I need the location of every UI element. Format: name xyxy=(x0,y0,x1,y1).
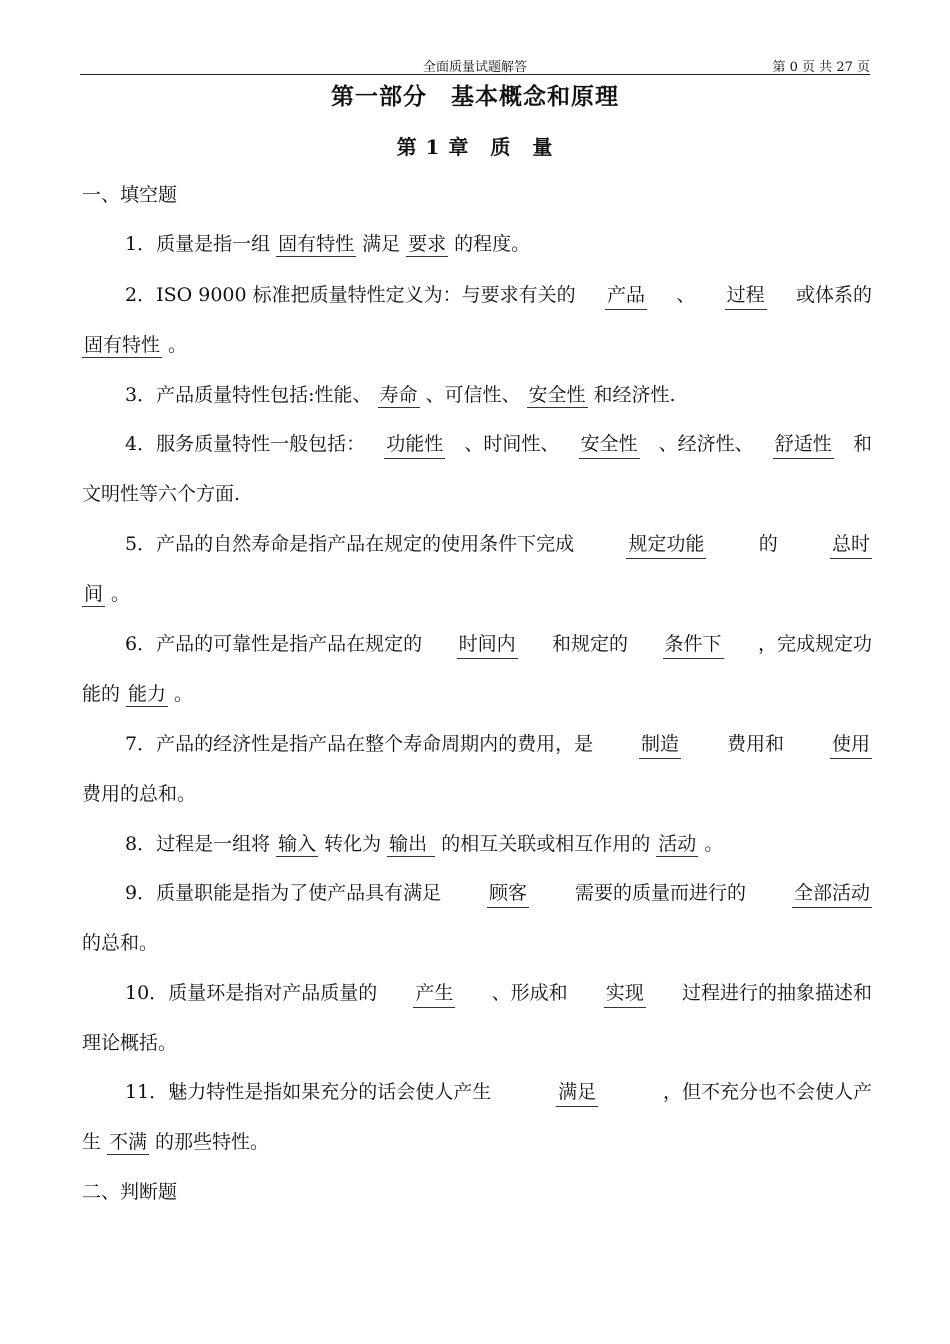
question-10-cont: 理论概括。 xyxy=(82,1032,178,1054)
page-header xyxy=(80,56,870,75)
question-5-cont: 间 。 xyxy=(84,583,131,605)
answer-blank: 安全性 xyxy=(528,384,586,406)
answer-blank: 产生 xyxy=(413,980,455,1008)
section-heading-fill-in: 一、填空题 xyxy=(82,184,178,206)
answer-blank: 规定功能 xyxy=(626,531,706,559)
answer-blank: 全部活动 xyxy=(792,880,872,908)
answer-blank: 时间内 xyxy=(457,631,518,659)
answer-blank: 总时 xyxy=(830,531,872,559)
question-8: 8．过程是一组将 输入 转化为 输出 的相互关联或相互作用的 活动 。 xyxy=(125,833,724,855)
answer-blank: 舒适性 xyxy=(773,431,834,459)
question-5: 5．产品的自然寿命是指产品在规定的使用条件下完成 规定功能 的 总时 xyxy=(82,531,872,559)
question-9-cont: 的总和。 xyxy=(82,932,159,954)
answer-blank: 不满 xyxy=(109,1131,148,1153)
question-2-cont: 固有特性 。 xyxy=(84,334,188,356)
answer-blank: 能力 xyxy=(128,683,167,705)
part-title: 第一部分 基本概念和原理 xyxy=(331,83,619,110)
section-heading-true-false: 二、判断题 xyxy=(82,1181,178,1203)
question-1: 1．质量是指一组 固有特性 满足 要求 的程度。 xyxy=(125,233,531,255)
question-4: 4．服务质量特性一般包括： 功能性 、时间性、 安全性 、经济性、 舒适性 和 xyxy=(82,431,872,459)
header-page-info: 第 0 页 共 27 页 xyxy=(772,60,870,75)
answer-blank: 安全性 xyxy=(579,431,640,459)
answer-blank: 寿命 xyxy=(379,384,418,406)
question-4-cont: 文明性等六个方面. xyxy=(82,483,241,505)
question-2: 2．ISO 9000 标准把质量特性定义为：与要求有关的 产品 、 过程 或体系的 xyxy=(82,282,872,310)
answer-blank: 过程 xyxy=(725,282,767,310)
answer-blank: 固有特性 xyxy=(84,334,161,356)
question-11-cont: 生 不满 的那些特性。 xyxy=(82,1131,270,1153)
header-title: 全面质量试题解答 xyxy=(422,60,527,75)
question-7-cont: 费用的总和。 xyxy=(82,783,197,805)
answer-blank: 制造 xyxy=(639,731,681,759)
answer-blank: 满足 xyxy=(556,1079,598,1107)
answer-blank: 要求 xyxy=(408,233,447,255)
answer-blank: 输入 xyxy=(278,833,317,855)
answer-blank: 功能性 xyxy=(384,431,445,459)
question-10: 10．质量环是指对产品质量的 产生 、形成和 实现 过程进行的抽象描述和 xyxy=(82,980,872,1008)
question-9: 9．质量职能是指为了使产品具有满足 顾客 需要的质量而进行的 全部活动 xyxy=(82,880,872,908)
question-7: 7．产品的经济性是指产品在整个寿命周期内的费用，是 制造 费用和 使用 xyxy=(82,731,872,759)
answer-blank: 条件下 xyxy=(663,631,724,659)
answer-blank: 活动 xyxy=(658,833,697,855)
answer-blank: 固有特性 xyxy=(278,233,355,255)
chapter-title: 第 1 章 质 量 xyxy=(396,135,554,159)
question-6: 6．产品的可靠性是指产品在规定的 时间内 和规定的 条件下 ，完成规定功 xyxy=(82,631,872,659)
answer-blank: 间 xyxy=(84,583,104,605)
question-6-cont: 能的 能力 。 xyxy=(82,683,194,705)
answer-blank: 顾客 xyxy=(487,880,529,908)
question-3: 3．产品质量特性包括:性能、 寿命 、可信性、 安全性 和经济性. xyxy=(125,384,676,406)
question-11: 11．魅力特性是指如果充分的话会使人产生 满足 ，但不充分也不会使人产 xyxy=(82,1079,872,1107)
answer-blank: 输出 xyxy=(389,833,434,855)
answer-blank: 使用 xyxy=(830,731,872,759)
answer-blank: 实现 xyxy=(604,980,646,1008)
answer-blank: 产品 xyxy=(605,282,647,310)
